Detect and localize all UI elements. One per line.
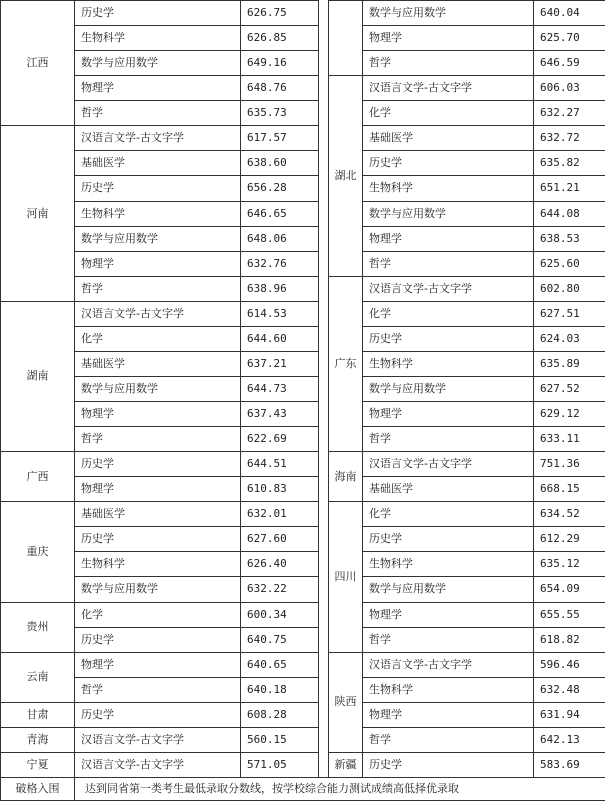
subject-cell: 汉语言文学-古文字学 [363, 76, 534, 101]
table-row [1, 226, 605, 251]
score-cell: 606.03 [534, 76, 605, 101]
subject-cell: 数学与应用数学 [363, 1, 534, 26]
subject-cell: 生物科学 [363, 351, 534, 376]
province-cell: 广西 [1, 452, 75, 502]
subject-cell: 汉语言文学-古文字学 [363, 276, 534, 301]
score-cell: 632.48 [534, 677, 605, 702]
table-row [1, 351, 605, 376]
score-cell: 642.13 [534, 727, 605, 752]
score-cell: 622.69 [241, 427, 319, 452]
column-gap [319, 1, 329, 26]
subject-cell: 物理学 [363, 602, 534, 627]
subject-cell: 物理学 [75, 652, 241, 677]
score-cell: 649.16 [241, 51, 319, 76]
province-cell: 青海 [1, 727, 75, 752]
score-cell: 668.15 [534, 477, 605, 502]
province-cell: 新疆 [329, 752, 363, 777]
table-row [1, 727, 605, 752]
province-cell: 宁夏 [1, 752, 75, 777]
table-row [1, 577, 605, 602]
table-row [1, 652, 605, 677]
table-row [1, 376, 605, 401]
score-cell: 655.55 [534, 602, 605, 627]
province-cell: 甘肃 [1, 702, 75, 727]
table-row [1, 752, 605, 777]
subject-cell: 物理学 [363, 26, 534, 51]
table-row [1, 402, 605, 427]
score-cell: 632.72 [534, 126, 605, 151]
column-gap [319, 452, 329, 477]
subject-cell: 哲学 [363, 51, 534, 76]
score-cell: 608.28 [241, 702, 319, 727]
table-row [1, 502, 605, 527]
subject-cell: 化学 [75, 326, 241, 351]
table-row [1, 76, 605, 101]
score-cell: 635.82 [534, 151, 605, 176]
subject-cell: 历史学 [363, 527, 534, 552]
subject-cell: 哲学 [363, 727, 534, 752]
subject-cell: 化学 [75, 602, 241, 627]
score-cell: 634.52 [534, 502, 605, 527]
score-cell: 640.04 [534, 1, 605, 26]
subject-cell: 汉语言文学-古文字学 [75, 727, 241, 752]
table-row [1, 527, 605, 552]
column-gap [319, 577, 329, 602]
column-gap [319, 477, 329, 502]
column-gap [319, 752, 329, 777]
score-cell: 644.73 [241, 376, 319, 401]
footer-row [1, 777, 605, 800]
score-cell: 751.36 [534, 452, 605, 477]
subject-cell: 化学 [363, 101, 534, 126]
subject-cell: 哲学 [363, 627, 534, 652]
table-row [1, 326, 605, 351]
subject-cell: 历史学 [75, 1, 241, 26]
table-row [1, 452, 605, 477]
score-cell: 614.53 [241, 301, 319, 326]
score-cell: 656.28 [241, 176, 319, 201]
score-cell: 627.52 [534, 376, 605, 401]
score-cell: 644.08 [534, 201, 605, 226]
score-cell: 638.53 [534, 226, 605, 251]
subject-cell: 历史学 [363, 326, 534, 351]
table-row [1, 301, 605, 326]
column-gap [319, 101, 329, 126]
score-cell: 596.46 [534, 652, 605, 677]
subject-cell: 哲学 [75, 677, 241, 702]
table-row [1, 176, 605, 201]
subject-cell: 物理学 [363, 402, 534, 427]
score-cell: 635.12 [534, 552, 605, 577]
subject-cell: 数学与应用数学 [75, 51, 241, 76]
subject-cell: 哲学 [75, 427, 241, 452]
subject-cell: 数学与应用数学 [363, 577, 534, 602]
province-cell: 重庆 [1, 502, 75, 602]
subject-cell: 生物科学 [363, 677, 534, 702]
score-cell: 637.43 [241, 402, 319, 427]
score-cell: 640.75 [241, 627, 319, 652]
subject-cell: 哲学 [363, 427, 534, 452]
score-cell: 625.60 [534, 251, 605, 276]
column-gap [319, 51, 329, 76]
column-gap [319, 126, 329, 151]
subject-cell: 哲学 [75, 101, 241, 126]
score-cell: 618.82 [534, 627, 605, 652]
subject-cell: 历史学 [75, 176, 241, 201]
province-cell: 云南 [1, 652, 75, 702]
column-gap [319, 226, 329, 251]
score-cell: 625.70 [534, 26, 605, 51]
subject-cell: 生物科学 [75, 552, 241, 577]
score-cell: 651.21 [534, 176, 605, 201]
subject-cell: 基础医学 [75, 502, 241, 527]
province-cell: 湖北 [329, 76, 363, 277]
score-cell: 633.11 [534, 427, 605, 452]
score-cell: 644.60 [241, 326, 319, 351]
subject-cell: 数学与应用数学 [75, 376, 241, 401]
column-gap [319, 351, 329, 376]
subject-cell: 数学与应用数学 [363, 376, 534, 401]
province-cell: 湖南 [1, 301, 75, 451]
score-cell: 627.51 [534, 301, 605, 326]
score-cell: 632.27 [534, 101, 605, 126]
score-cell: 632.01 [241, 502, 319, 527]
column-gap [319, 376, 329, 401]
subject-cell: 数学与应用数学 [363, 201, 534, 226]
score-cell: 631.94 [534, 702, 605, 727]
column-gap [319, 502, 329, 527]
score-cell: 648.76 [241, 76, 319, 101]
score-cell: 644.51 [241, 452, 319, 477]
subject-cell: 哲学 [363, 251, 534, 276]
score-cell: 610.83 [241, 477, 319, 502]
column-gap [319, 702, 329, 727]
column-gap [319, 326, 329, 351]
score-cell: 617.57 [241, 126, 319, 151]
column-gap [319, 602, 329, 627]
column-gap [319, 301, 329, 326]
subject-cell: 汉语言文学-古文字学 [75, 301, 241, 326]
score-cell: 600.34 [241, 602, 319, 627]
score-cell: 632.22 [241, 577, 319, 602]
subject-cell: 基础医学 [75, 351, 241, 376]
score-cell: 626.85 [241, 26, 319, 51]
subject-cell: 物理学 [363, 226, 534, 251]
score-cell: 571.05 [241, 752, 319, 777]
score-cell: 632.76 [241, 251, 319, 276]
province-cell: 陕西 [329, 652, 363, 752]
subject-cell: 基础医学 [363, 477, 534, 502]
footer-text: 达到同省第一类考生最低录取分数线，按学校综合能力测试成绩高低择优录取 [75, 777, 605, 800]
column-gap [319, 427, 329, 452]
table-row [1, 201, 605, 226]
table-row [1, 126, 605, 151]
subject-cell: 哲学 [75, 276, 241, 301]
score-cell: 612.29 [534, 527, 605, 552]
column-gap [319, 276, 329, 301]
table-row [1, 602, 605, 627]
column-gap [319, 201, 329, 226]
footer-label: 破格入围 [1, 777, 75, 800]
score-cell: 635.73 [241, 101, 319, 126]
column-gap [319, 402, 329, 427]
subject-cell: 生物科学 [363, 176, 534, 201]
subject-cell: 物理学 [363, 702, 534, 727]
subject-cell: 汉语言文学-古文字学 [75, 126, 241, 151]
table-row [1, 26, 605, 51]
score-cell: 640.18 [241, 677, 319, 702]
column-gap [319, 251, 329, 276]
score-cell: 646.65 [241, 201, 319, 226]
subject-cell: 生物科学 [363, 552, 534, 577]
score-cell: 626.75 [241, 1, 319, 26]
subject-cell: 历史学 [75, 702, 241, 727]
subject-cell: 化学 [363, 502, 534, 527]
subject-cell: 汉语言文学-古文字学 [363, 652, 534, 677]
score-cell: 638.96 [241, 276, 319, 301]
table-row [1, 427, 605, 452]
subject-cell: 历史学 [75, 452, 241, 477]
subject-cell: 物理学 [75, 477, 241, 502]
subject-cell: 历史学 [363, 151, 534, 176]
subject-cell: 历史学 [75, 527, 241, 552]
table-row [1, 251, 605, 276]
score-cell: 560.15 [241, 727, 319, 752]
subject-cell: 基础医学 [363, 126, 534, 151]
column-gap [319, 176, 329, 201]
province-cell: 海南 [329, 452, 363, 502]
score-cell: 583.69 [534, 752, 605, 777]
score-cell: 648.06 [241, 226, 319, 251]
table-row [1, 101, 605, 126]
score-cell: 626.40 [241, 552, 319, 577]
subject-cell: 化学 [363, 301, 534, 326]
score-cell: 640.65 [241, 652, 319, 677]
score-cell: 635.89 [534, 351, 605, 376]
column-gap [319, 677, 329, 702]
column-gap [319, 552, 329, 577]
column-gap [319, 151, 329, 176]
column-gap [319, 627, 329, 652]
column-gap [319, 727, 329, 752]
table-row [1, 276, 605, 301]
subject-cell: 物理学 [75, 76, 241, 101]
score-cell: 624.03 [534, 326, 605, 351]
table-row [1, 552, 605, 577]
subject-cell: 数学与应用数学 [75, 577, 241, 602]
province-cell: 江西 [1, 1, 75, 126]
subject-cell: 生物科学 [75, 201, 241, 226]
province-cell: 河南 [1, 126, 75, 301]
score-cell: 637.21 [241, 351, 319, 376]
province-cell: 贵州 [1, 602, 75, 652]
table-row [1, 702, 605, 727]
column-gap [319, 652, 329, 677]
column-gap [319, 76, 329, 101]
score-cell: 646.59 [534, 51, 605, 76]
column-gap [319, 527, 329, 552]
subject-cell: 生物科学 [75, 26, 241, 51]
subject-cell: 数学与应用数学 [75, 226, 241, 251]
table-row [1, 1, 605, 26]
table-row [1, 627, 605, 652]
province-cell: 广东 [329, 276, 363, 451]
province-cell: 四川 [329, 502, 363, 652]
score-cell: 654.09 [534, 577, 605, 602]
subject-cell: 基础医学 [75, 151, 241, 176]
score-cell: 602.80 [534, 276, 605, 301]
subject-cell: 物理学 [75, 402, 241, 427]
column-gap [319, 26, 329, 51]
province-cell [329, 1, 363, 76]
subject-cell: 汉语言文学-古文字学 [75, 752, 241, 777]
table-row [1, 51, 605, 76]
score-cell: 627.60 [241, 527, 319, 552]
subject-cell: 历史学 [363, 752, 534, 777]
subject-cell: 汉语言文学-古文字学 [363, 452, 534, 477]
score-cell: 629.12 [534, 402, 605, 427]
subject-cell: 历史学 [75, 627, 241, 652]
score-cell: 638.60 [241, 151, 319, 176]
table-row [1, 477, 605, 502]
table-row [1, 677, 605, 702]
table-row [1, 151, 605, 176]
subject-cell: 物理学 [75, 251, 241, 276]
